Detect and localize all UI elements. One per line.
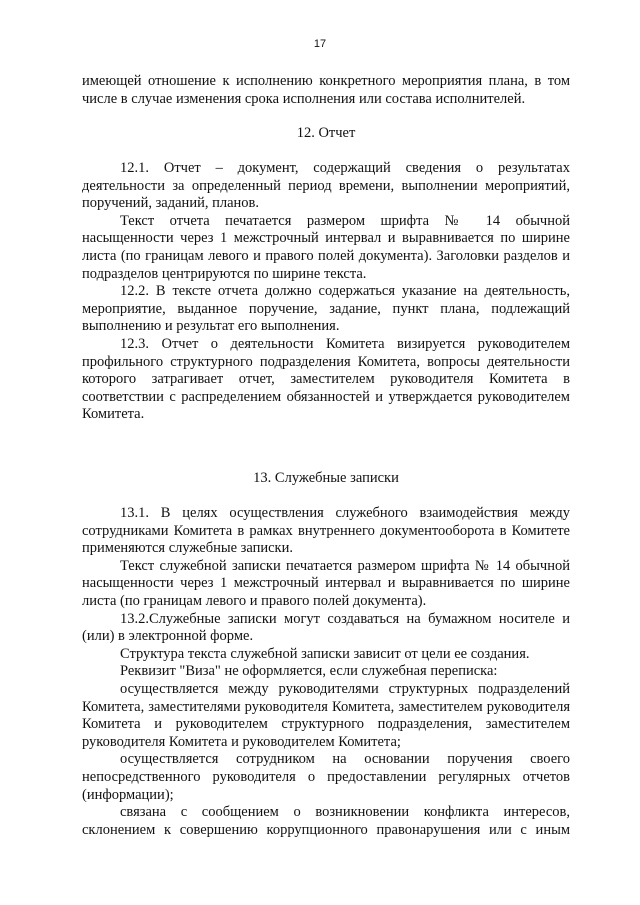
section-13-body <box>82 505 570 839</box>
section-13-paragraph-4: Структура текста служебной записки зависит от цели ее создания. <box>120 645 530 662</box>
section-13-paragraph-1: 13.1. В целях осуществления служебного взаимодействия между сотрудниками Комитета в рамках внутреннего документооборота в Комитете применяются служебные записки. <box>82 505 570 557</box>
intro-block <box>82 73 570 108</box>
section-13-paragraph-3: 13.2.Служебные записки могут создаваться на бумажном носителе и (или) в электронной форме. <box>82 610 570 645</box>
section-12-heading: 12. Отчет <box>296 125 356 141</box>
section-13-heading: 13. Служебные записки <box>253 470 399 486</box>
section-12-body <box>82 160 570 424</box>
intro-paragraph: имеющей отношение к исполнению конкретного мероприятия плана, в том числе в случае изменения срока исполнения или состава исполнителей. <box>82 73 570 107</box>
section-13-paragraph-2: Текст служебной записки печатается размером шрифта № 14 обычной насыщенности через 1 межстрочный интервал и выравнивается по ширине листа (по границам левого и правого полей документа). <box>82 557 570 609</box>
section-12-paragraph-1: 12.1. Отчет – документ, содержащий сведения о результатах деятельности за определенный период времени, выполнении мероприятий, поручений, заданий, планов. <box>82 160 570 212</box>
page-number: 17 <box>313 38 327 50</box>
section-12-paragraph-3: 12.2. В тексте отчета должно содержаться указание на деятельность, мероприятие, выданное поручение, задание, пункт плана, подлежащий выполнению и результат его выполнения. <box>82 283 570 335</box>
section-13-paragraph-8: связана с сообщением о возникновении конфликта интересов, склонением к совершению коррупционного правонарушения или с иным <box>82 804 570 838</box>
section-12-paragraph-2: Текст отчета печатается размером шрифта № 14 обычной насыщенности через 1 межстрочный интервал и выравнивается по ширине листа (по границам левого и правого полей документа). Заголовки разделов и подразделов центрируются по ширине текста. <box>82 212 570 282</box>
section-13-paragraph-5: Реквизит "Виза" не оформляется, если служебная переписка: <box>120 663 498 680</box>
section-12-paragraph-4: 12.3. Отчет о деятельности Комитета визируется руководителем профильного структурного подразделения Комитета, вопросы деятельности которого затрагивает отчет, заместителем руководителя Комитета в соответствии с распределением обязанностей и утверждается руководителем Комитета. <box>82 335 570 423</box>
section-13-paragraph-7: осуществляется сотрудником на основании поручения своего непосредственного руководителя о предоставлении регулярных отчетов (информации); <box>82 751 570 803</box>
section-13-paragraph-6: осуществляется между руководителями структурных подразделений Комитета, заместителями руководителя Комитета, заместителем руководителя Комитета и руководителем структурного подразделения, заместителем руководителя Комитета и руководителем Комитета; <box>82 680 570 750</box>
